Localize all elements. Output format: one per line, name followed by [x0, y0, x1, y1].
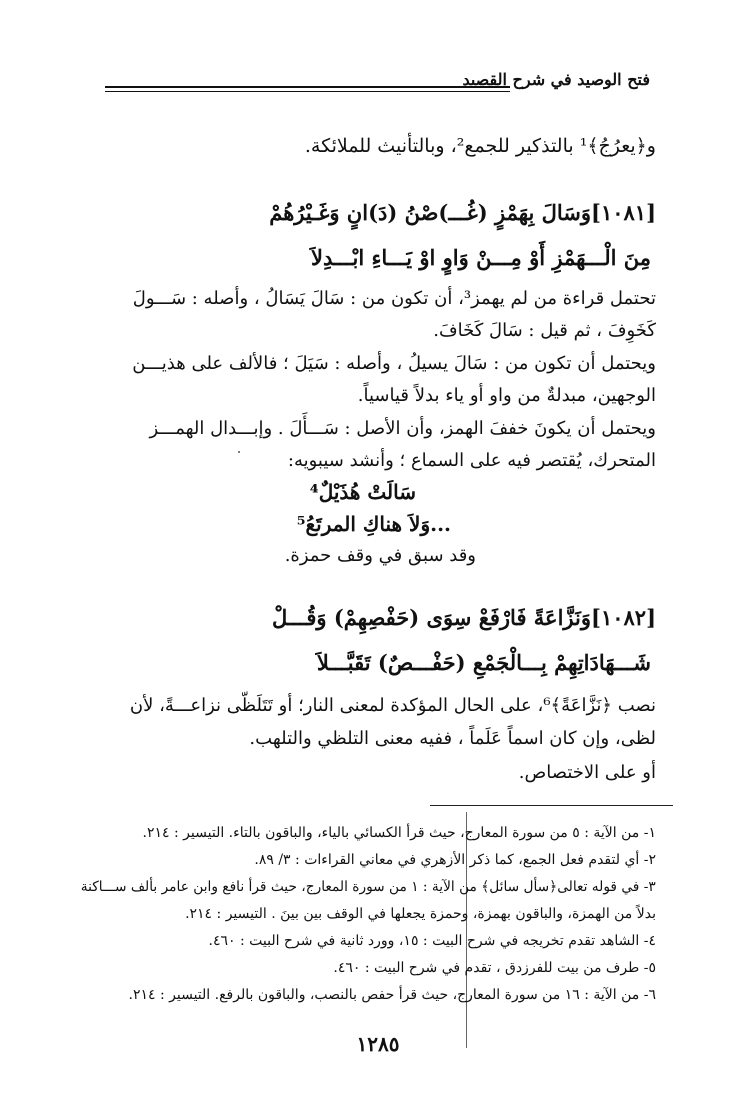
- footnote-separator: [430, 805, 673, 806]
- header-rule: [105, 86, 510, 88]
- footnote-2: ٢- أي لتقدم فعل الجمع، كما ذكر الأزهري في معاني القراءات : ٣/ ٨٩.: [254, 852, 656, 868]
- p1-line2: كَخَوِفَ ، ثم قيل : سَالَ كَخَافَ.: [433, 320, 656, 341]
- running-header: [105, 70, 650, 94]
- intro-line: و﴿يعرُجُ﴾¹ بالتذكير للجمع²، وبالتأنيث للملائكة.: [304, 135, 656, 157]
- verse-1081-hemistich1: وَسَالَ بِهَمْزٍ (غُـــ)صْنُ (دَ)انٍ وَغَـيْرُهُمْ: [269, 200, 591, 225]
- footnote-3-cont: بدلاً من الهمزة، والباقون بهمزة، وحمزة يجعلها في الوقف بين بينَ . التيسير : ٢١٤.: [185, 906, 656, 922]
- quote-line2: ...وَلاَ هناكِ المرتَعُ⁵: [296, 512, 451, 536]
- page-number: ١٢٨٥: [356, 1032, 400, 1056]
- header-title: فتح الوصيد في شرح القصيد: [462, 70, 650, 89]
- scan-speck: [238, 451, 240, 453]
- scan-artifact-line: [466, 812, 467, 1048]
- p1-line1: تحتمل قراءة من لم يهمز³، أن تكون من : سَالَ يَسَالُ ، وأصله : سَـــولَ: [132, 288, 656, 309]
- verse-1082-hemistich1: وَنَزَّاعَةً فَارْفَعْ سِوَى (حَفْصِهِمْ) وَقُـــلْ: [272, 605, 591, 630]
- p6: أو على الاختصاص.: [518, 762, 656, 783]
- p5-line1: نصب ﴿نَزَّاعَةً﴾⁶، على الحال المؤكدة لمعنى النار؛ أو تَتَلَظّى نزاعـــةً، لأن: [129, 695, 656, 716]
- p3-line1: ويحتمل أن يكونَ خففَ الهمز، وأن الأصل : سَـــأَلَ . وإبـــدال الهمـــز: [149, 418, 656, 439]
- p3-line2: المتحرك، يُقتصر فيه على السماع ؛ وأنشد سيبويه:: [287, 450, 656, 471]
- quote-line1: سَالَتْ هُذَيْلٌ⁴: [309, 480, 416, 504]
- header-rule-thin: [105, 91, 510, 92]
- p2-line2: الوجهين، مبدلةٌ من واو أو ياء بدلاً قياسياً.: [357, 385, 656, 406]
- verse-1081-line1: [269, 200, 656, 225]
- footnote-6: ٦- من الآية : ١٦ من سورة المعارج، حيث قرأ حفص بالنصب، والباقون بالرفع. التيسير : ٢١٤.: [128, 987, 656, 1003]
- p4: وقد سبق في وقف حمزة.: [284, 545, 476, 566]
- footnote-4: ٤- الشاهد تقدم تخريجه في شرح البيت : ١٥، وورد ثانية في شرح البيت : ٤٦٠.: [208, 933, 656, 949]
- p2-line1: ويحتمل أن تكون من : سَالَ يسيلُ ، وأصله : سَيَلَ ؛ فالألف على هذيـــن: [132, 353, 656, 374]
- verse-1082-line1: [272, 605, 656, 630]
- footnote-5: ٥- طرف من بيت للفرزدق ، تقدم في شرح البيت : ٤٦٠.: [333, 960, 656, 976]
- footnote-1: ١- من الآية : ٥ من سورة المعارج، حيث قرأ الكسائي بالياء، والباقون بالتاء. التيسير : ٢١٤.: [142, 825, 656, 841]
- verse-1081-line2: مِنَ الْـــهَمْزِ أَوْ مِـــنْ وَاوٍ اوْ يَـــاءِ ابْـــدِلاَ: [311, 245, 651, 270]
- verse-1081-number: [١٠٨١]: [591, 200, 656, 225]
- verse-1082-line2: شَـــهَادَاتِهِمْ بِـــالْجَمْعِ (حَفْـــصٌ) تَقَبَّـــلاَ: [316, 650, 651, 675]
- footnote-3: ٣- في قوله تعالى﴿سأل سائل﴾ من الآية : ١ من سورة المعارج، حيث قرأ نافع وابن عامر بألف ســـاكنة: [81, 879, 656, 895]
- p5-line2: لظى، وإن كان اسماً عَلَماً ، ففيه معنى التلظي والتلهب.: [249, 728, 656, 749]
- verse-1082-number: [١٠٨٢]: [591, 605, 656, 630]
